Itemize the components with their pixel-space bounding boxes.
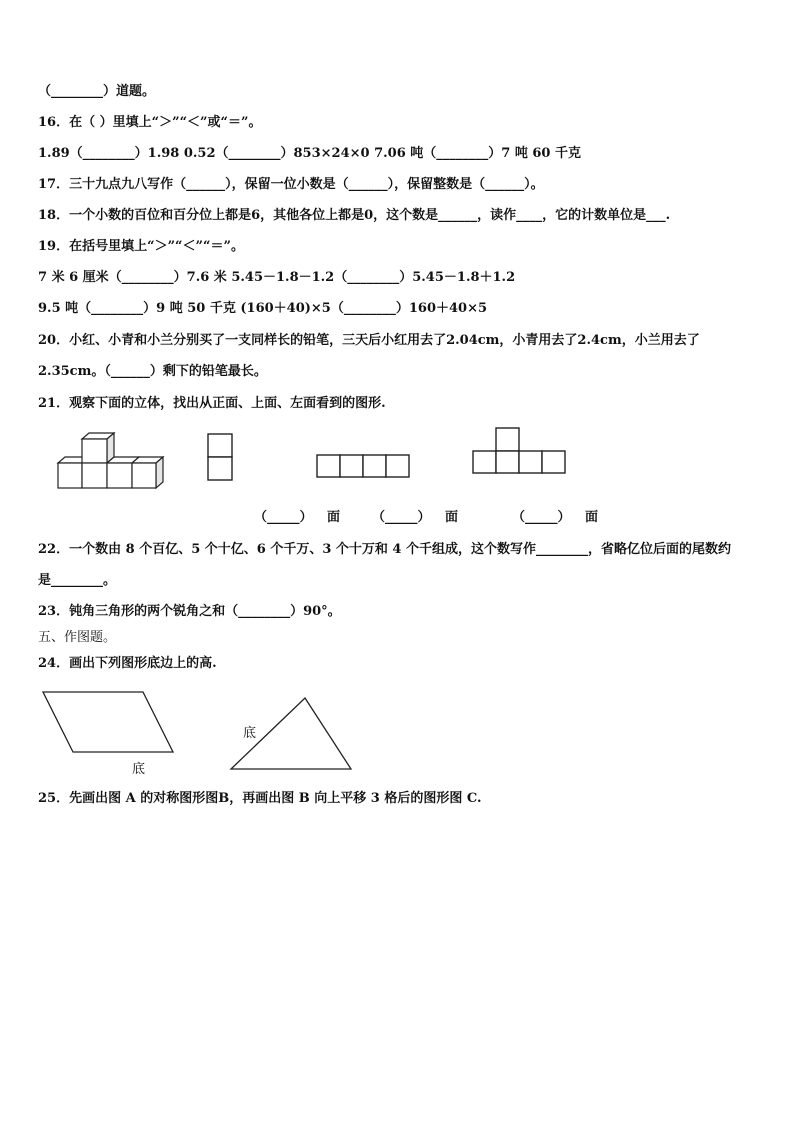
view-face-label-2: 面: [445, 510, 459, 525]
view-blank-2: （_____）: [372, 510, 431, 525]
question-17: 17．三十九点九八写作（______），保留一位小数是（______），保留整数是（______）。: [38, 177, 544, 192]
view-face-label-3: 面: [585, 510, 599, 525]
question-16-items: 1.89（________）1.98 0.52（________）853×24×0 7.06 吨（________）7 吨 60 千克: [38, 146, 581, 161]
view-answer-3: [512, 510, 598, 526]
question-20: 20．小红、小青和小兰分别买了一支同样长的铅笔，三天后小红用去了2.04cm，小青用去了2.4cm，小兰用去了: [38, 333, 700, 348]
question-18: 18．一个小数的百位和百分位上都是6，其他各位上都是0，这个数是______，读作____，它的计数单位是___.: [38, 208, 671, 223]
question-24: 24．画出下列图形底边上的高.: [38, 656, 217, 671]
view-vertical-two-squares: [207, 433, 233, 481]
view-blank-3: （_____）: [512, 510, 571, 525]
parallelogram-base-label: 底: [132, 762, 146, 777]
parallelogram-figure: [40, 690, 180, 754]
question-19-row1: 7 米 6 厘米（________）7.6 米 5.45－1.8－1.2（________）5.45－1.8＋1.2: [38, 270, 516, 285]
question-22-cont: 是________。: [38, 573, 117, 588]
prev-question-tail: （________）道题。: [38, 84, 156, 99]
view-answer-1: [254, 510, 340, 526]
question-16: 16．在（ ）里填上“＞”“＜”或“＝”。: [38, 115, 262, 130]
triangle-base-label: 底: [243, 726, 257, 741]
view-horizontal-four-squares: [316, 454, 410, 478]
view-four-squares-with-top: [472, 427, 566, 475]
cube-solid-figure: [55, 432, 170, 494]
view-blank-1: （_____）: [254, 510, 313, 525]
question-20-cont: 2.35cm。（______）剩下的铅笔最长。: [38, 364, 267, 379]
section-5-heading: 五、作图题。: [38, 630, 117, 645]
view-face-label-1: 面: [327, 510, 341, 525]
question-22: 22．一个数由 8 个百亿、5 个十亿、6 个千万、3 个十万和 4 个千组成，这个数写作________，省略亿位后面的尾数约: [38, 542, 731, 557]
question-23: 23．钝角三角形的两个锐角之和（________）90°。: [38, 604, 341, 619]
question-25: 25．先画出图 A 的对称图形图B，再画出图 B 向上平移 3 格后的图形图 C.: [38, 791, 482, 806]
view-answer-2: [372, 510, 458, 526]
question-19-row2: 9.5 吨（________）9 吨 50 千克 (160＋40)×5（________）160＋40×5: [38, 301, 488, 316]
question-21: 21．观察下面的立体，找出从正面、上面、左面看到的图形.: [38, 396, 386, 411]
question-19: 19．在括号里填上“＞”“＜”“＝”。: [38, 239, 244, 254]
